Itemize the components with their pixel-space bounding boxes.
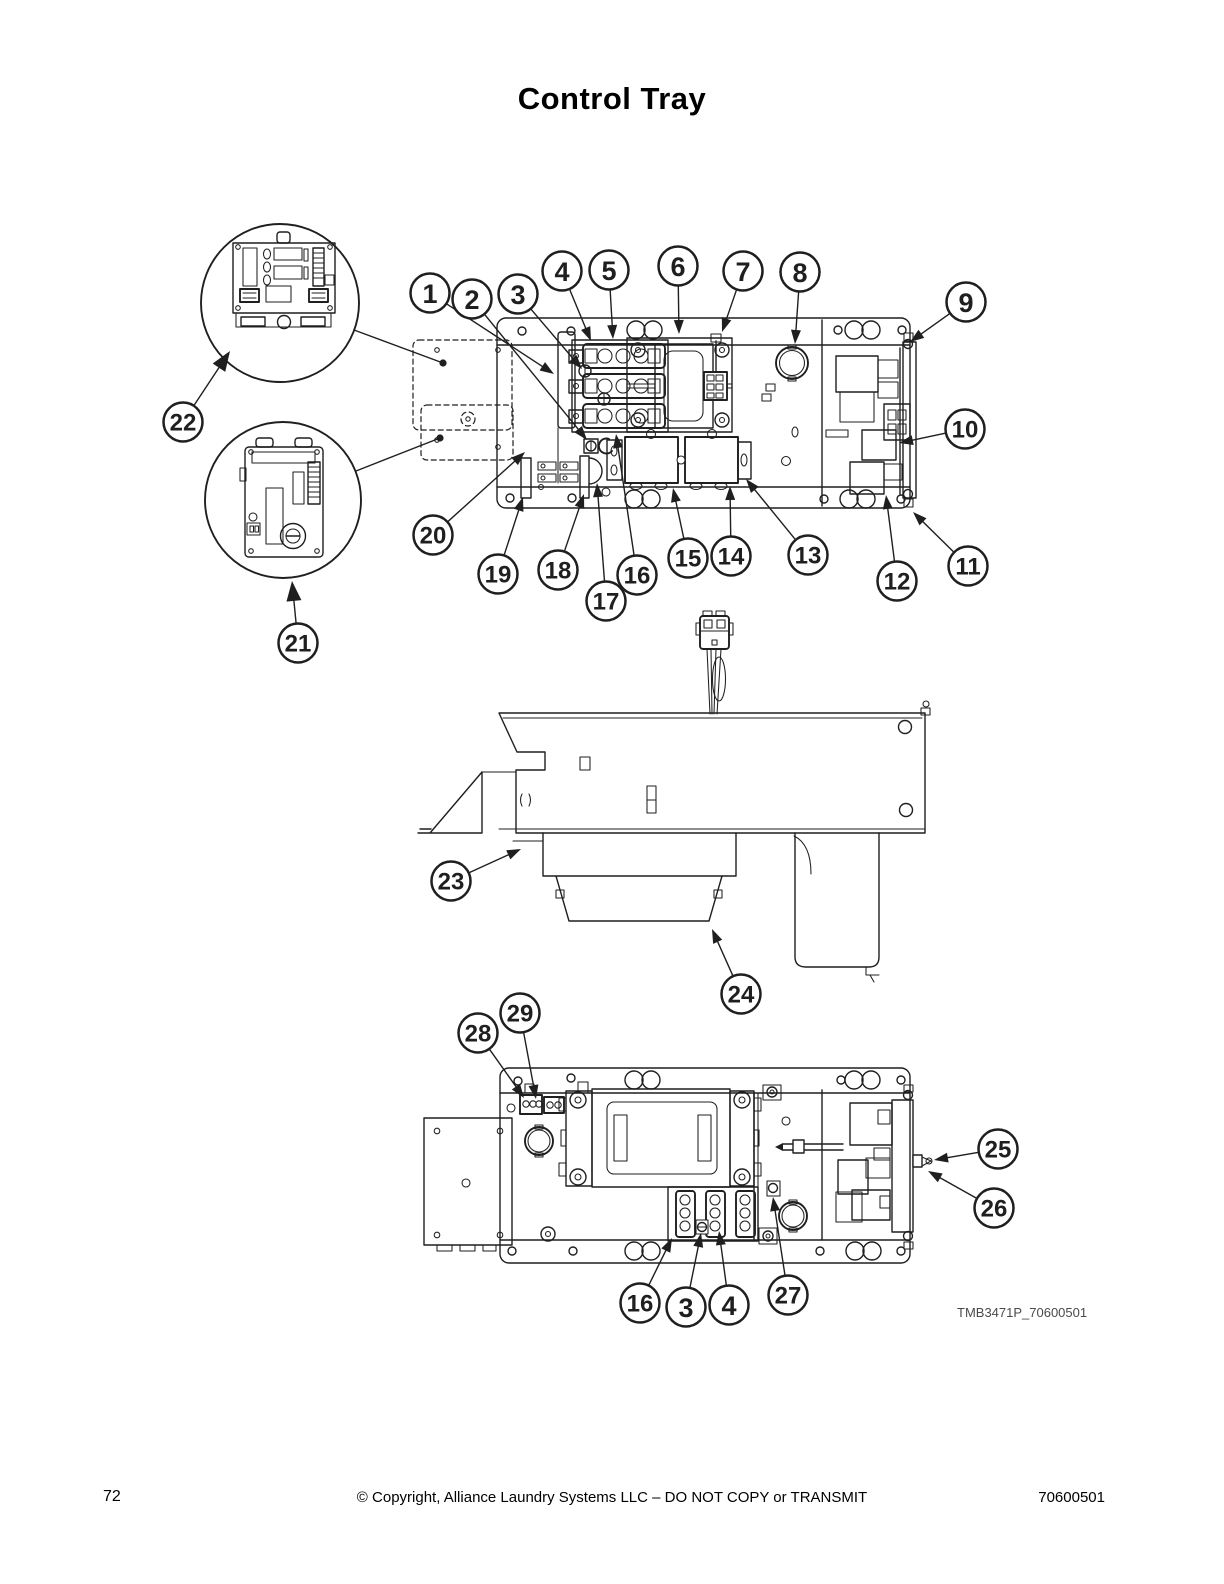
- fuse-holder-block: [569, 340, 668, 432]
- callout-5: [590, 251, 629, 290]
- svg-text:4: 4: [721, 1291, 737, 1321]
- callout-16: [621, 1284, 660, 1323]
- svg-text:9: 9: [958, 288, 974, 318]
- svg-text:17: 17: [592, 588, 620, 616]
- callout-17: [587, 582, 626, 621]
- side-screw: [913, 1155, 932, 1167]
- transformer-bottom: [559, 1089, 761, 1187]
- svg-text:19: 19: [484, 561, 512, 589]
- callout-26: [975, 1189, 1014, 1228]
- callout-4: [710, 1286, 749, 1325]
- page-number: 72: [103, 1488, 121, 1505]
- svg-text:2: 2: [464, 285, 480, 315]
- callout-8: [781, 253, 820, 292]
- control-tray-profile: [418, 701, 930, 982]
- svg-text:13: 13: [794, 542, 822, 570]
- side-assembly-view: [418, 611, 930, 982]
- callout-13: [789, 536, 828, 575]
- svg-text:15: 15: [674, 545, 702, 573]
- mounting-bracket: [521, 458, 578, 498]
- callout-15: [669, 539, 708, 578]
- svg-text:23: 23: [437, 868, 465, 896]
- svg-text:27: 27: [774, 1282, 802, 1310]
- callout-7: [724, 252, 763, 291]
- power-cord-knockout: [776, 345, 808, 381]
- bottom-assembly-view: [424, 1068, 932, 1263]
- svg-text:29: 29: [506, 1000, 534, 1028]
- callout-2: [453, 280, 492, 319]
- din-relay-modules: [607, 430, 751, 490]
- callout-6: [659, 247, 698, 286]
- callout-19: [479, 555, 518, 594]
- bottom-knockout-2: [779, 1200, 807, 1232]
- inset-coin-drop-board: [205, 422, 361, 578]
- svg-text:11: 11: [955, 553, 981, 581]
- callout-20: [414, 516, 453, 555]
- svg-text:24: 24: [727, 981, 755, 1009]
- copyright-text: © Copyright, Alliance Laundry Systems LLC – DO NOT COPY or TRANSMIT: [356, 1489, 868, 1506]
- bottom-knockout: [525, 1125, 553, 1157]
- callout-1: [411, 274, 450, 313]
- wire-harness-connector: [696, 611, 733, 714]
- callout-16: [618, 556, 657, 595]
- svg-text:4: 4: [554, 257, 570, 287]
- svg-text:7: 7: [735, 257, 751, 287]
- svg-text:5: 5: [601, 256, 617, 286]
- callout-27: [769, 1276, 808, 1315]
- callout-3: [499, 275, 538, 314]
- callout-22: [164, 403, 203, 442]
- lock-screw: [584, 439, 612, 454]
- meter-case-plate: [424, 1118, 512, 1251]
- svg-text:20: 20: [419, 522, 447, 550]
- doc-number: 70600501: [1038, 1489, 1105, 1506]
- fuse-panel-bottom: [668, 1187, 758, 1241]
- figure-code: TMB3471P_70600501: [957, 1305, 1088, 1320]
- svg-text:3: 3: [510, 280, 526, 310]
- callout-12: [878, 562, 917, 601]
- callout-28: [459, 1014, 498, 1053]
- relay-assembly-bottom: [836, 1085, 932, 1249]
- relay-assembly: [836, 333, 916, 507]
- callout-4: [543, 252, 582, 291]
- svg-text:18: 18: [544, 557, 572, 585]
- ground-rod: [775, 1140, 843, 1153]
- fuse-screw: [767, 1181, 780, 1196]
- callout-23: [432, 862, 471, 901]
- callout-14: [712, 537, 751, 576]
- svg-text:16: 16: [623, 562, 651, 590]
- page-title: Control Tray: [517, 80, 707, 116]
- callout-9: [947, 283, 986, 322]
- svg-text:3: 3: [678, 1293, 694, 1323]
- svg-text:28: 28: [464, 1020, 492, 1048]
- callout-21: [279, 624, 318, 663]
- svg-text:22: 22: [169, 409, 197, 437]
- svg-text:25: 25: [984, 1136, 1012, 1164]
- callout-24: [722, 975, 761, 1014]
- callout-29: [501, 994, 540, 1033]
- callout-3: [667, 1288, 706, 1327]
- svg-text:8: 8: [792, 258, 808, 288]
- svg-text:16: 16: [626, 1290, 654, 1318]
- svg-text:10: 10: [951, 416, 979, 444]
- svg-text:26: 26: [980, 1195, 1008, 1223]
- svg-text:1: 1: [422, 279, 438, 309]
- callout-11: [949, 547, 988, 586]
- svg-text:6: 6: [670, 252, 686, 282]
- svg-text:12: 12: [883, 568, 911, 596]
- callout-10: [946, 410, 985, 449]
- top-assembly-view: [413, 318, 916, 508]
- callout-18: [539, 551, 578, 590]
- svg-text:21: 21: [284, 630, 312, 658]
- callout-25: [979, 1130, 1018, 1169]
- svg-text:14: 14: [717, 543, 745, 571]
